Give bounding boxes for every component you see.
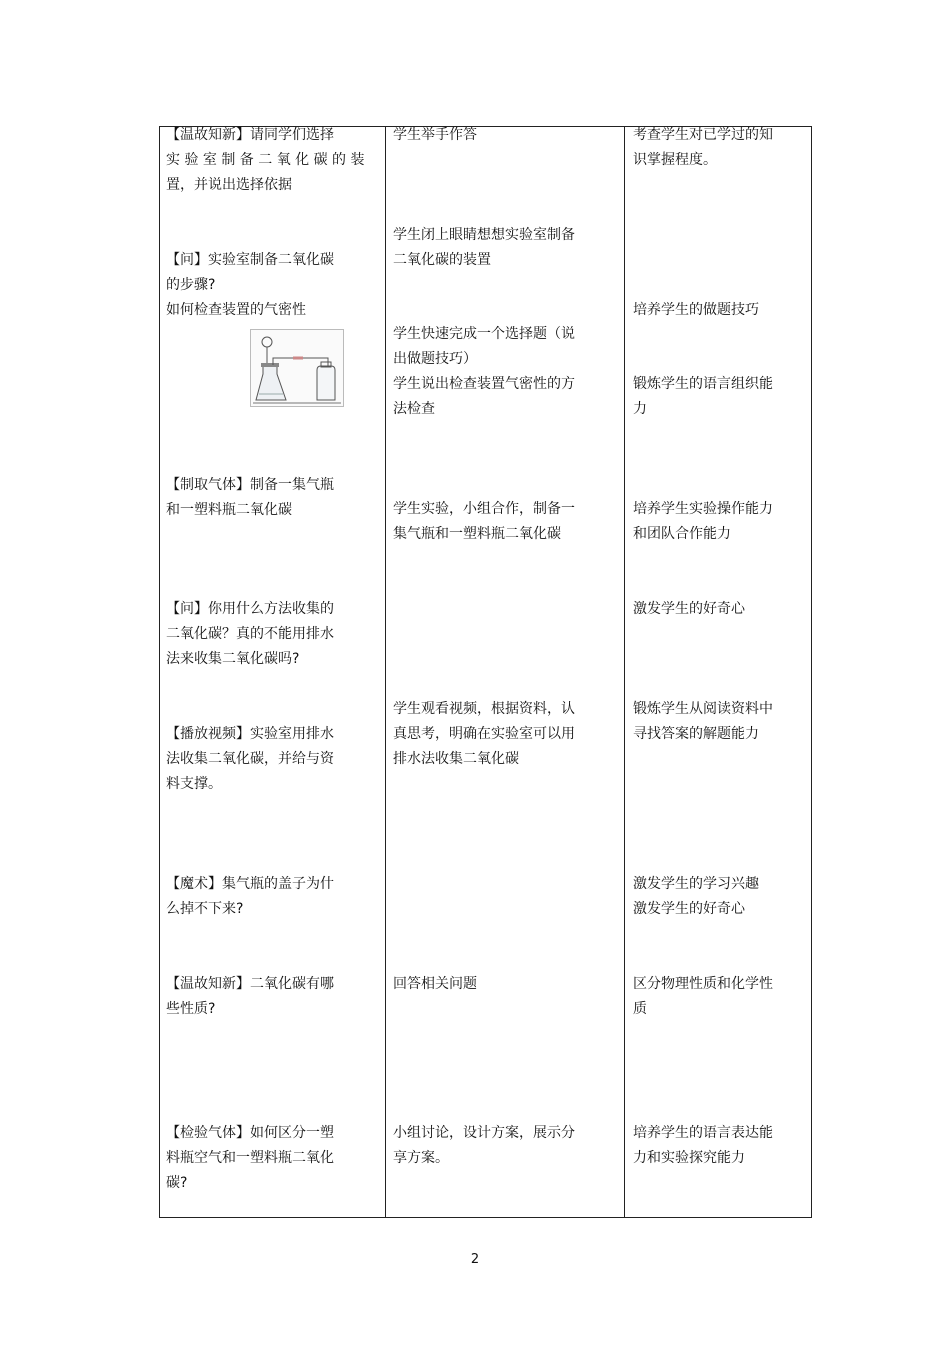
teacher-activity-text: 【制取气体】制备一集气瓶 xyxy=(166,477,334,493)
teacher-activity-text: 些性质? xyxy=(166,1001,216,1017)
teacher-activity-text: 法收集二氧化碳，并给与资 xyxy=(166,751,334,767)
design-intent-text: 力和实验探究能力 xyxy=(633,1150,745,1166)
teacher-activity-text: 【魔术】集气瓶的盖子为什 xyxy=(166,876,334,892)
design-intent-text: 培养学生实验操作能力 xyxy=(633,501,773,517)
design-intent-text: 锻炼学生从阅读资料中 xyxy=(633,701,773,717)
teacher-activity-text: 如何检查装置的气密性 xyxy=(166,302,306,318)
design-intent-text: 识掌握程度。 xyxy=(633,152,717,168)
student-activity-text: 集气瓶和一塑料瓶二氧化碳 xyxy=(393,526,561,542)
design-intent-text: 激发学生的学习兴趣 xyxy=(633,876,759,892)
student-activity-text: 二氧化碳的装置 xyxy=(393,252,491,268)
design-intent-text: 培养学生的做题技巧 xyxy=(633,302,759,318)
design-intent-text: 考查学生对已学过的知 xyxy=(633,127,773,143)
student-activity-text: 回答相关问题 xyxy=(393,976,477,992)
teacher-activity-text: 么掉不下来? xyxy=(166,901,244,917)
teacher-activity-text: 的步骤? xyxy=(166,277,216,293)
teacher-activity-text: 二氧化碳？真的不能用排水 xyxy=(166,626,334,642)
student-activity-text: 学生观看视频，根据资料，认 xyxy=(393,701,575,717)
student-activity-text: 享方案。 xyxy=(393,1150,449,1166)
teacher-activity-text: 【问】实验室制备二氧化碳 xyxy=(166,252,334,268)
student-activity-text: 小组讨论，设计方案，展示分 xyxy=(393,1125,575,1141)
student-activity-text: 法检查 xyxy=(393,401,435,417)
student-activity-text: 学生快速完成一个选择题（说 xyxy=(393,326,575,342)
teacher-activity-text: 碳? xyxy=(166,1175,188,1191)
teacher-activity-text: 【播放视频】实验室用排水 xyxy=(166,726,334,742)
student-activity-text: 学生举手作答 xyxy=(393,127,477,143)
teacher-activity-text: 【温故知新】二氧化碳有哪 xyxy=(166,976,334,992)
design-intent-text: 培养学生的语言表达能 xyxy=(633,1125,773,1141)
design-intent-text: 和团队合作能力 xyxy=(633,526,731,542)
teacher-activity-text: 【问】你用什么方法收集的 xyxy=(166,601,334,617)
column-divider xyxy=(385,127,386,1217)
student-activity-text: 学生说出检查装置气密性的方 xyxy=(393,376,575,392)
design-intent-text: 锻炼学生的语言组织能 xyxy=(633,376,773,392)
column-divider xyxy=(624,127,625,1217)
student-activity-text: 出做题技巧） xyxy=(393,351,477,367)
flask-and-bottle-icon xyxy=(251,330,343,406)
student-activity-text: 学生闭上眼睛想想实验室制备 xyxy=(393,227,575,243)
student-activity-text: 学生实验，小组合作，制备一 xyxy=(393,501,575,517)
teacher-activity-text: 法来收集二氧化碳吗? xyxy=(166,651,300,667)
teacher-activity-text: 【温故知新】请同学们选择 xyxy=(166,127,334,143)
teacher-activity-text: 料支撑。 xyxy=(166,776,222,792)
design-intent-text: 激发学生的好奇心 xyxy=(633,601,745,617)
design-intent-text: 质 xyxy=(633,1001,647,1017)
teacher-activity-text: 【检验气体】如何区分一塑 xyxy=(166,1125,334,1141)
student-activity-text: 排水法收集二氧化碳 xyxy=(393,751,519,767)
teacher-activity-text: 置，并说出选择依据 xyxy=(166,177,292,193)
teacher-activity-text: 实 验 室 制 备 二 氧 化 碳 的 装 xyxy=(166,152,365,168)
gas-apparatus-image xyxy=(250,329,344,407)
design-intent-text: 力 xyxy=(633,401,647,417)
teacher-activity-text: 和一塑料瓶二氧化碳 xyxy=(166,502,292,518)
student-activity-text: 真思考，明确在实验室可以用 xyxy=(393,726,575,742)
teacher-activity-text: 料瓶空气和一塑料瓶二氧化 xyxy=(166,1150,334,1166)
design-intent-text: 寻找答案的解题能力 xyxy=(633,726,759,742)
design-intent-text: 区分物理性质和化学性 xyxy=(633,976,773,992)
design-intent-text: 激发学生的好奇心 xyxy=(633,901,745,917)
lesson-plan-table xyxy=(159,126,812,1218)
page-number: 2 xyxy=(470,1252,480,1267)
